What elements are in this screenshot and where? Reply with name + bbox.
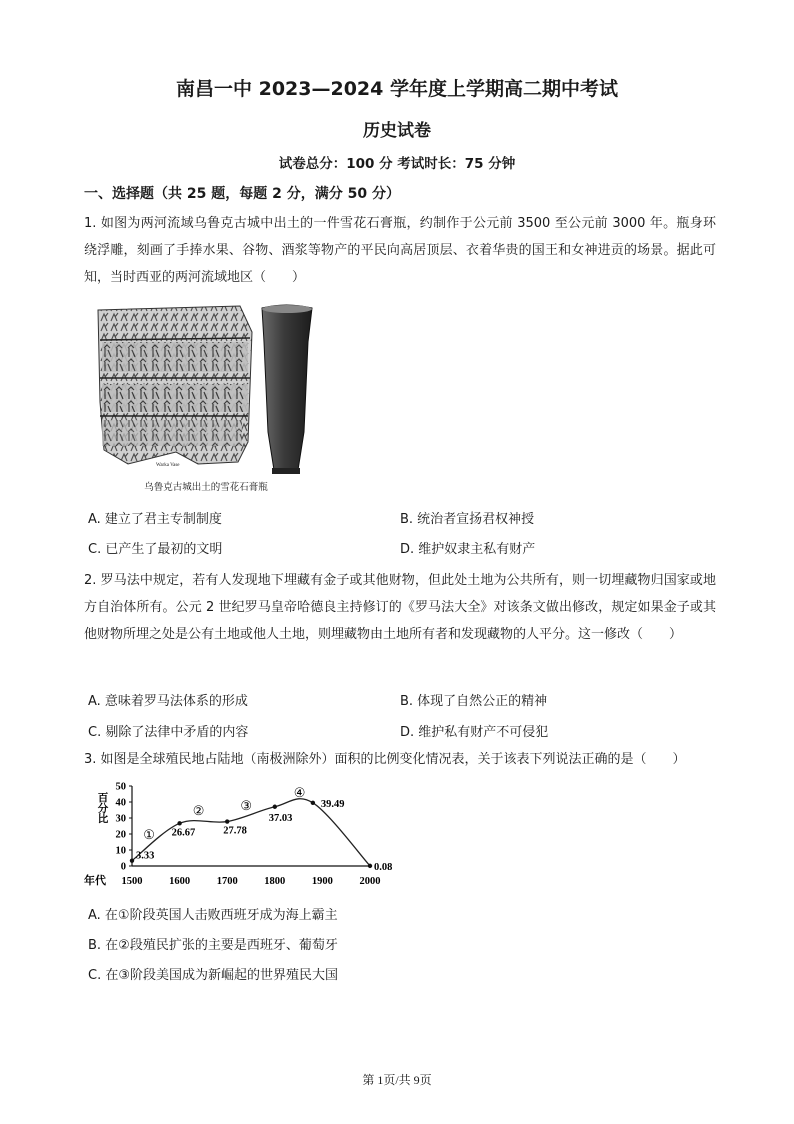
warka-vase-image — [90, 302, 322, 496]
vase-figure — [90, 302, 322, 496]
q3-option-c[interactable]: C. 在③阶段美国成为新崛起的世界殖民大国 — [88, 968, 338, 983]
x-tick-label: 1500 — [121, 876, 143, 887]
stage-marker: ④ — [293, 785, 306, 801]
stage-marker: ② — [192, 802, 205, 818]
x-tick-label: 1600 — [169, 876, 191, 887]
q1-option-a[interactable]: A. 建立了君主专制制度 — [88, 512, 222, 527]
q3-option-a[interactable]: A. 在①阶段英国人击败西班牙成为海上霸主 — [88, 908, 338, 923]
y-tick-label: 30 — [115, 813, 126, 825]
vase-caption: 乌鲁克古城出土的雪花石膏瓶 — [144, 483, 268, 493]
data-label: 3.33 — [136, 850, 155, 862]
data-label: 0.08 — [374, 861, 393, 873]
data-label: 26.67 — [171, 827, 196, 839]
q1-option-d[interactable]: D. 维护奴隶主私有财产 — [400, 542, 536, 557]
x-tick-label: 1900 — [311, 876, 333, 887]
y-tick-label: 50 — [115, 781, 126, 793]
y-tick-label: 0 — [120, 861, 126, 873]
question-2-stem: 2. 罗马法中规定，若有人发现地下埋藏有金子或其他财物，但此处土地为公共所有，则一切埋藏物归国家或地方自治体所有。公元 2 世纪罗马皇帝哈德良主持修订的《罗马法大全》对该条文做出修改，规定如果金子或其他财物所埋之处是公有土地或他人土地，则埋藏物由土地所有者和发现藏物的人平分。这一修改（ ） — [84, 573, 716, 642]
subject-title: 历史试卷 — [363, 121, 431, 141]
data-label: 27.78 — [223, 825, 247, 837]
data-point — [177, 821, 181, 825]
y-tick-label: 10 — [115, 845, 126, 857]
y-axis-label: 百分比 — [96, 792, 108, 824]
data-label: 37.03 — [268, 812, 293, 824]
data-point — [273, 805, 277, 809]
colony-line-chart — [82, 780, 394, 890]
section-heading: 一、选择题（共 25 题，每题 2 分，满分 50 分） — [84, 186, 400, 202]
exam-title: 南昌一中 2023—2024 学年度上学期高二期中考试 — [176, 78, 618, 100]
q2-option-d[interactable]: D. 维护私有财产不可侵犯 — [400, 725, 549, 740]
x-axis-label: 年代 — [84, 875, 106, 887]
q1-option-c[interactable]: C. 已产生了最初的文明 — [88, 542, 223, 557]
page-footer: 第 1页/共 9页 — [362, 1073, 432, 1087]
x-tick-label: 1800 — [264, 876, 286, 887]
q2-option-b[interactable]: B. 体现了自然公正的精神 — [400, 694, 548, 709]
q2-option-a[interactable]: A. 意味着罗马法体系的形成 — [88, 694, 248, 709]
data-point — [368, 864, 372, 868]
data-point — [225, 819, 229, 823]
question-3-stem: 3. 如图是全球殖民地占陆地（南极洲除外）面积的比例变化情况表，关于该表下列说法正确的是（ ） — [84, 752, 686, 767]
exam-meta: 试卷总分：100 分 考试时长：75 分钟 — [278, 156, 516, 172]
x-tick-label: 1700 — [216, 876, 238, 887]
q3-option-b[interactable]: B. 在②段殖民扩张的主要是西班牙、葡萄牙 — [88, 938, 338, 953]
vase-label: Warka Vase — [156, 463, 180, 468]
data-label: 39.49 — [320, 798, 345, 810]
data-point — [130, 858, 134, 862]
y-tick-label: 20 — [115, 829, 126, 841]
x-tick-label: 2000 — [359, 876, 381, 887]
q2-option-c[interactable]: C. 剔除了法律中矛盾的内容 — [88, 725, 249, 740]
colony-chart — [82, 780, 394, 890]
y-tick-label: 40 — [115, 797, 126, 809]
question-1-stem: 1. 如图为两河流域乌鲁克古城中出土的一件雪花石膏瓶，约制作于公元前 3500 至公元前 3000 年。瓶身环绕浮雕，刻画了手捧水果、谷物、酒浆等物产的平民向高居顶层、衣着华贵的国王和女神进贡的场景。据此可知，当时西亚的两河流域地区（ ） — [84, 216, 716, 285]
data-point — [311, 801, 315, 805]
stage-marker: ③ — [240, 798, 253, 813]
stage-marker: ① — [143, 826, 155, 842]
q1-option-b[interactable]: B. 统治者宣扬君权神授 — [400, 512, 535, 527]
